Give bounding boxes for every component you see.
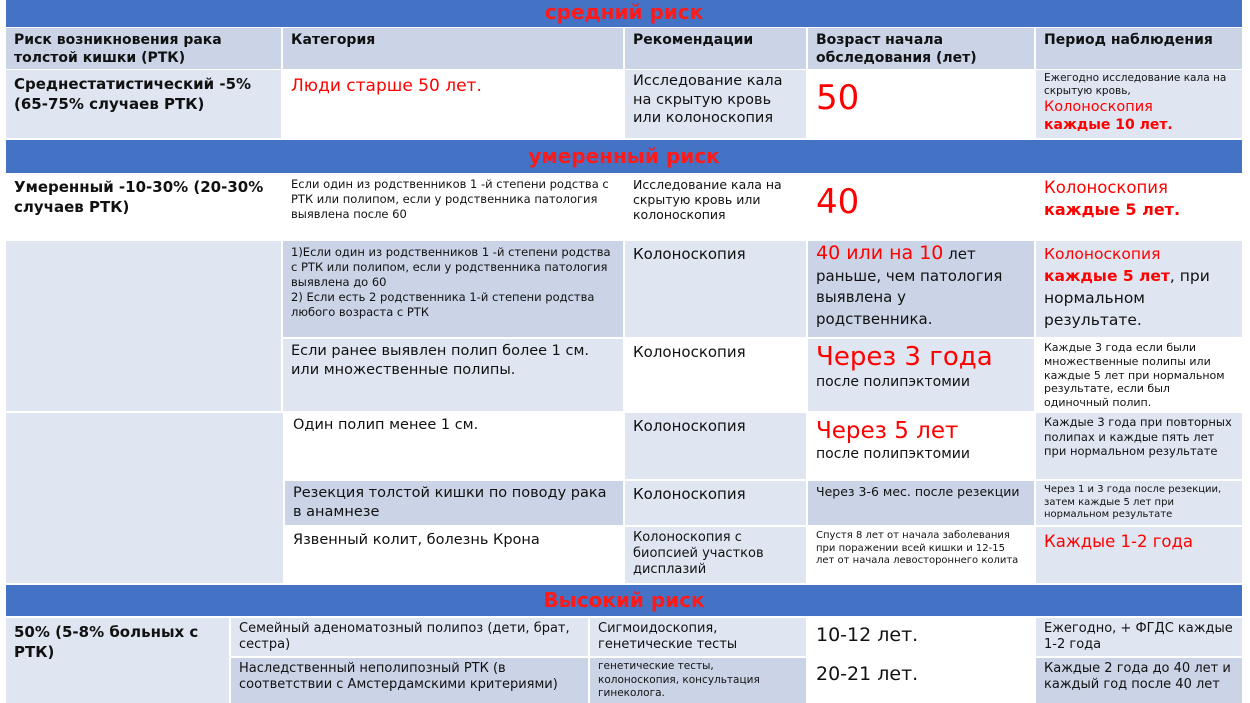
moderate-row6-age xyxy=(808,527,1034,583)
average-risk-cell xyxy=(6,70,281,138)
moderate-row1-category-text: Если один из родственников 1 -й степени родства с РТК или полипом, если у родственника патология выявлена после 60 xyxy=(291,177,609,221)
average-risk-text: Среднестатистический -5% (65-75% случаев РТК) xyxy=(14,75,252,113)
moderate-row5-period xyxy=(1036,481,1242,525)
moderate-row3-age xyxy=(808,339,1034,411)
moderate-row2-recommendation xyxy=(625,241,806,337)
moderate-row5-period-text: Через 1 и 3 года после резекции, затем каждые 5 лет при нормальном результате xyxy=(1044,484,1222,520)
high-row2-period-text: Каждые 2 года до 40 лет и каждый год после 40 лет xyxy=(1044,661,1231,692)
band-moderate-risk xyxy=(6,140,1242,173)
moderate-row6-age-text: Спустя 8 лет от начала заболевания при поражении всей кишки и 12-15 лет от начала левостороннего колита xyxy=(816,530,1019,566)
high-row2-period xyxy=(1036,658,1242,703)
moderate-row4-period-text: Каждые 3 года при повторных полипах и каждые пять лет при нормальном результате xyxy=(1044,415,1232,458)
moderate-row5-age xyxy=(808,481,1034,525)
moderate-row4-category-text: Один полип менее 1 см. xyxy=(293,417,479,433)
moderate-row4-recommendation xyxy=(625,413,806,479)
high-row1-category-text: Семейный аденоматозный полипоз (дети, брат, сестра) xyxy=(239,621,570,652)
header-category-text: Категория xyxy=(291,32,376,48)
moderate-row5-recommendation-text: Колоноскопия xyxy=(633,485,746,503)
moderate-row1-recommendation xyxy=(625,174,806,239)
average-recommendation-cell xyxy=(625,70,806,138)
header-risk xyxy=(6,28,281,69)
moderate-row4-category xyxy=(285,413,623,479)
average-age-text: 50 xyxy=(816,78,860,118)
moderate-risk-cell xyxy=(6,174,281,239)
moderate-row3-age-red: Через 3 года xyxy=(816,342,993,372)
moderate-row5-age-text: Через 3-6 мес. после резекции xyxy=(816,484,1020,499)
band-average-title: средний риск xyxy=(544,0,704,24)
moderate-row1-period xyxy=(1036,174,1242,239)
high-row1-recommendation-text: Сигмоидоскопия, генетические тесты xyxy=(598,621,738,652)
header-risk-text: Риск возникновения рака толстой кишки (РТК) xyxy=(14,32,222,66)
moderate-row2-category-2: 2) Если есть 2 родственника 1-й степени родства любого возраста с РТК xyxy=(291,290,595,319)
moderate-risk-blank-2 xyxy=(6,413,283,583)
band-high-title: Высокий риск xyxy=(543,588,705,612)
moderate-row3-period xyxy=(1036,339,1242,411)
header-age-text: Возраст начала обследования (лет) xyxy=(816,32,977,66)
moderate-row6-category-text: Язвенный колит, болезнь Крона xyxy=(293,532,540,548)
moderate-row2-recommendation-text: Колоноскопия xyxy=(633,245,746,263)
moderate-row2-period-red: Колоноскопия xyxy=(1044,245,1161,263)
moderate-row2-age-rest: лет раньше, чем патология выявлена у родственника. xyxy=(816,245,1003,328)
high-row1-age xyxy=(808,618,1034,656)
high-row2-category-text: Наследственный неполипозный РТК (в соответствии с Амстердамскими критериями) xyxy=(239,661,558,692)
moderate-row1-age xyxy=(808,174,1034,239)
moderate-row6-recommendation xyxy=(625,527,806,583)
moderate-row3-recommendation-text: Колоноскопия xyxy=(633,343,746,361)
high-row2-recommendation-text: генетические тесты, колоноскопия, консультация гинеколога. xyxy=(598,660,760,699)
moderate-row3-category-text: Если ранее выявлен полип более 1 см. или множественные полипы. xyxy=(291,343,590,378)
average-category-text: Люди старше 50 лет. xyxy=(291,76,482,96)
high-row2-category xyxy=(231,658,588,703)
high-risk-text: 50% (5-8% больных с РТК) xyxy=(14,623,199,661)
high-risk-cell xyxy=(6,618,229,703)
moderate-row4-recommendation-text: Колоноскопия xyxy=(633,417,746,435)
moderate-row1-period-red: Колоноскопия xyxy=(1044,178,1168,197)
average-category-cell xyxy=(283,70,623,138)
moderate-row6-category xyxy=(285,527,623,583)
header-recommendations xyxy=(625,28,806,69)
moderate-row1-recommendation-text: Исследование кала на скрытую кровь или колоноскопия xyxy=(633,177,782,222)
moderate-row2-category-1: 1)Если один из родственников 1 -й степени родства с РТК или полипом, если у родственника патология выявлена до 60 xyxy=(291,245,611,289)
header-recommendations-text: Рекомендации xyxy=(633,32,754,48)
high-row2-recommendation xyxy=(590,658,806,703)
high-row1-period-text: Ежегодно, + ФГДС каждые 1-2 года xyxy=(1044,621,1233,652)
moderate-row6-period xyxy=(1036,527,1242,583)
moderate-row5-category xyxy=(285,481,623,525)
high-row1-period xyxy=(1036,618,1242,656)
header-category xyxy=(283,28,623,69)
header-period-text: Период наблюдения xyxy=(1044,32,1213,48)
header-age xyxy=(808,28,1034,69)
header-period xyxy=(1036,28,1242,69)
high-row1-age-text: 10-12 лет. xyxy=(816,624,919,646)
band-average-risk xyxy=(6,0,1242,27)
moderate-row3-period-text: Каждые 3 года если были множественные полипы или каждые 5 лет при нормальном результате, если был одиночный полип. xyxy=(1044,341,1225,410)
moderate-row6-period-red: Каждые 1-2 года xyxy=(1044,532,1193,551)
moderate-row4-age-sub: после полипэктомии xyxy=(816,446,970,462)
high-row1-recommendation xyxy=(590,618,806,656)
high-row1-category xyxy=(231,618,588,656)
moderate-row2-period xyxy=(1036,241,1242,337)
moderate-row2-age xyxy=(808,241,1034,337)
moderate-row4-age-red: Через 5 лет xyxy=(816,418,959,444)
moderate-row3-category xyxy=(283,339,623,411)
moderate-row3-recommendation xyxy=(625,339,806,411)
average-period-red-bold: каждые 10 лет. xyxy=(1044,117,1173,133)
band-moderate-title: умеренный риск xyxy=(528,144,720,168)
average-period-cell xyxy=(1036,70,1242,138)
average-period-red: Колоноскопия xyxy=(1044,99,1153,115)
moderate-row2-category xyxy=(283,241,623,337)
moderate-row4-period xyxy=(1036,413,1242,479)
moderate-row1-category xyxy=(283,174,623,239)
moderate-row4-age xyxy=(808,413,1034,479)
moderate-row2-period-red-bold: каждые 5 лет xyxy=(1044,267,1170,285)
moderate-row2-age-red: 40 или на 10 xyxy=(816,242,944,264)
moderate-row5-category-text: Резекция толстой кишки по поводу рака в анамнезе xyxy=(293,485,607,520)
high-row2-age-text: 20-21 лет. xyxy=(816,663,919,685)
moderate-row1-period-red-bold: каждые 5 лет. xyxy=(1044,200,1181,219)
moderate-risk-blank-1 xyxy=(6,241,281,411)
average-age-cell xyxy=(808,70,1034,138)
average-recommendation-text: Исследование кала на скрытую кровь или колоноскопия xyxy=(633,73,783,126)
average-period-text: Ежегодно исследование кала на скрытую кровь, xyxy=(1044,72,1227,97)
moderate-row3-age-sub: после полипэктомии xyxy=(816,374,970,390)
moderate-row2-period-rest: , при нормальном результате. xyxy=(1044,267,1210,329)
moderate-row1-age-text: 40 xyxy=(816,182,860,222)
high-row2-age xyxy=(808,658,1034,703)
moderate-row6-recommendation-text: Колоноскопия с биопсией участков дисплазий xyxy=(633,530,764,577)
moderate-row5-recommendation xyxy=(625,481,806,525)
moderate-risk-text: Умеренный -10-30% (20-30% случаев РТК) xyxy=(14,178,264,216)
band-high-risk xyxy=(6,585,1242,616)
